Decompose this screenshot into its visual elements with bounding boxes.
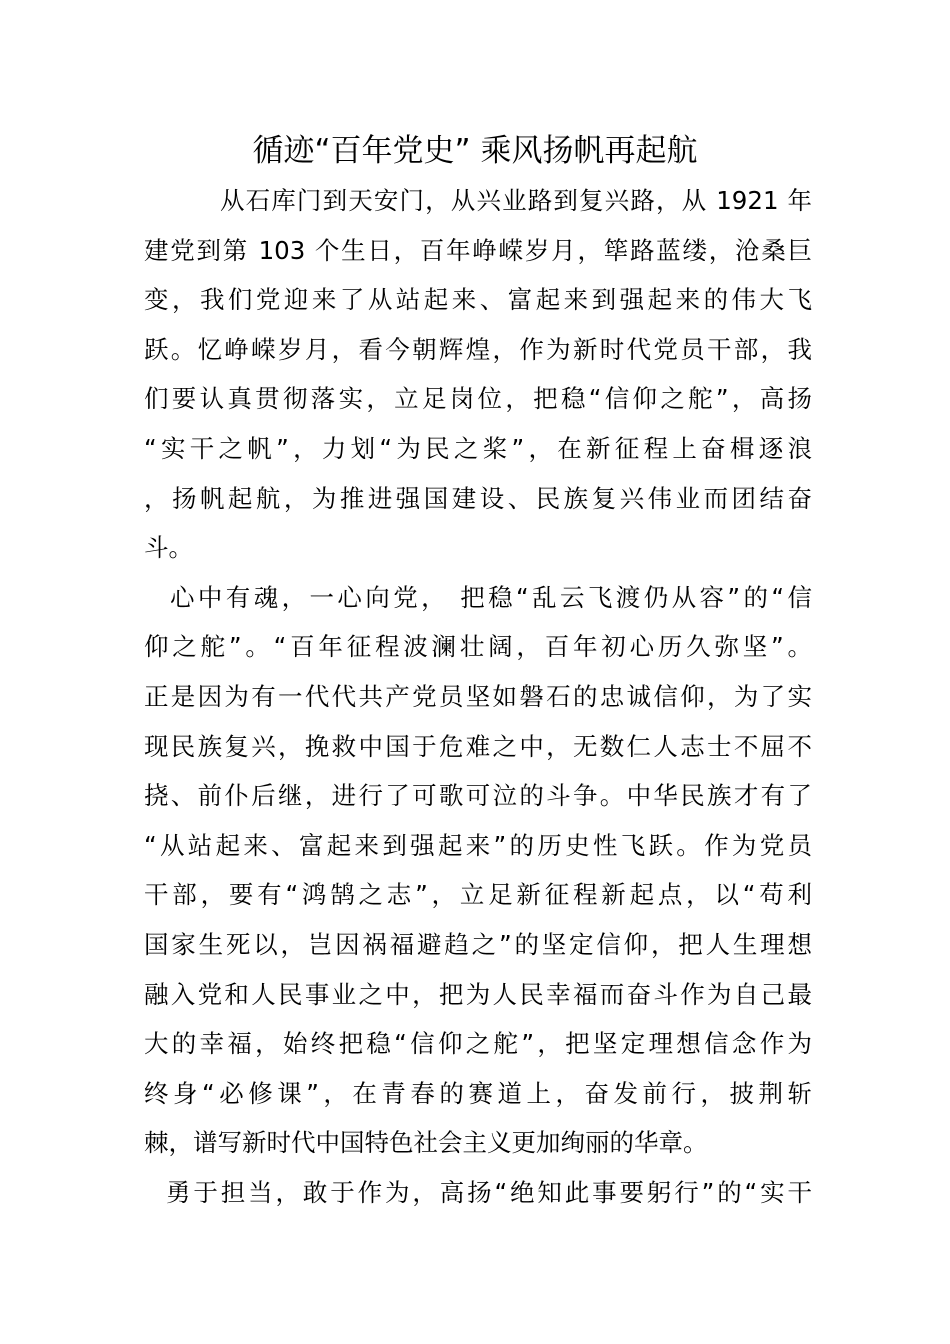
document-body [144, 176, 812, 1217]
paragraph-2-line-6: “从站起来、富起来到强起来”的历史性飞跃。作为党员 [144, 830, 812, 860]
paragraph-1-line-5: 们要认真贯彻落实，立足岗位，把稳“信仰之舵”，高扬 [144, 384, 812, 414]
paragraph-2-line-8: 国家生死以，岂因祸福避趋之”的坚定信仰，把人生理想 [144, 929, 812, 959]
paragraph-3-line-1: 勇于担当，敢于作为，高扬“绝知此事要躬行”的“实干 [166, 1177, 812, 1207]
paragraph-2-line-11: 终身“必修课”，在青春的赛道上，奋发前行，披荆斩 [144, 1078, 812, 1108]
paragraph-2-line-7: 干部，要有“鸿鹄之志”，立足新征程新起点，以“苟利 [144, 880, 812, 910]
paragraph-1-line-1: 从石库门到天安门，从兴业路到复兴路，从 1921 年 [220, 186, 812, 215]
paragraph-2-line-9: 融入党和人民事业之中，把为人民幸福而奋斗作为自己最 [144, 979, 812, 1009]
paragraph-2-line-3: 正是因为有一代代共产党员坚如磐石的忠诚信仰，为了实 [144, 681, 812, 711]
page-title: 循迹“百年党史” 乘风扬帆再起航 [252, 133, 698, 169]
paragraph-2-line-12: 棘，谱写新时代中国特色社会主义更加绚丽的华章。 [144, 1128, 708, 1158]
paragraph-2-line-5: 挠、前仆后继，进行了可歌可泣的斗争。中华民族才有了 [144, 781, 812, 811]
paragraph-2-line-10: 大的幸福，始终把稳“信仰之舵”，把坚定理想信念作为 [144, 1029, 812, 1059]
paragraph-1-line-2: 建党到第 103 个生日，百年峥嵘岁月，筚路蓝缕，沧桑巨 [144, 235, 812, 265]
paragraph-1-line-3: 变，我们党迎来了从站起来、富起来到强起来的伟大飞 [144, 285, 812, 315]
paragraph-1-line-4: 跃。忆峥嵘岁月，看今朝辉煌，作为新时代党员干部，我 [144, 334, 812, 364]
paragraph-1-line-6: “实干之帆”，力划“为民之桨”，在新征程上奋楫逐浪 [144, 433, 812, 463]
paragraph-2-line-4: 现民族复兴，挽救中国于危难之中，无数仁人志士不屈不 [144, 731, 812, 761]
paragraph-1-line-7: ，扬帆起航，为推进强国建设、民族复兴伟业而团结奋 [144, 483, 812, 513]
paragraph-1-line-8: 斗。 [144, 533, 193, 563]
paragraph-2-line-1: 心中有魂，一心向党， 把稳“乱云飞渡仍从容”的“信 [170, 582, 812, 612]
paragraph-2-line-2: 仰之舵”。“百年征程波澜壮阔，百年初心历久弥坚”。 [144, 632, 812, 662]
